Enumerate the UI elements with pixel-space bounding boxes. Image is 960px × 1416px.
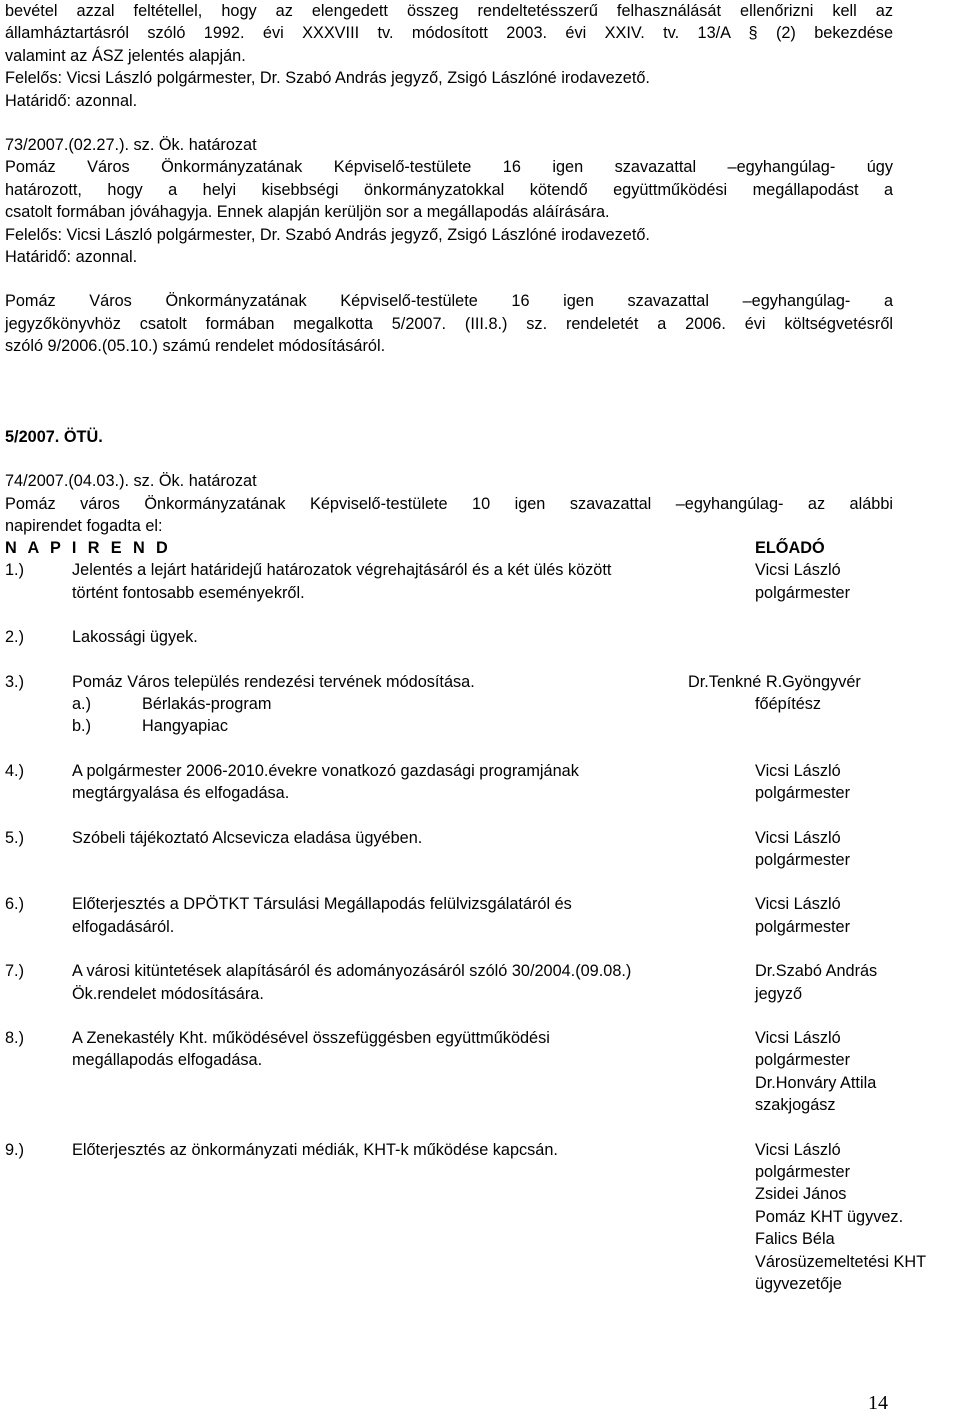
agenda-item-9 [5, 1139, 927, 1294]
agenda-item-5 [5, 827, 893, 872]
agenda-item-2 [5, 626, 893, 648]
agenda-item-text: A városi kitüntetések alapításáról és adományozásáról szóló 30/2004.(09.08.) [72, 962, 632, 981]
agenda-item-presenter [755, 893, 850, 938]
presenter-title: szakjogász [755, 1096, 836, 1115]
resolution-73-id: 73/2007.(02.27.). sz. Ök. határozat [5, 136, 257, 155]
agenda-label: N A P I R E N D [5, 539, 172, 558]
subitem-text: Bérlakás-program [142, 694, 272, 713]
agenda-header [5, 537, 893, 559]
resolution-74-line-2: napirendet fogadta el: [5, 516, 163, 535]
agenda-item-number: 4.) [5, 761, 25, 780]
agenda-subitem [72, 715, 893, 737]
agenda-item-text: Szóbeli tájékoztató Alcsevicza eladása ügyében. [72, 828, 423, 847]
subitem-number: a.) [72, 694, 92, 713]
intro-line-2: államháztartásról szóló 1992. évi XXXVIII tv. módosított 2003. évi XXIV. tv. 13/A § (2) bekezdése [5, 24, 893, 43]
agenda-item-6 [5, 893, 893, 938]
presenter-title: polgármester [755, 917, 851, 936]
presenter-name: Dr.Tenkné R.Gyöngyvér [688, 672, 861, 691]
subitem-text: Hangyapiac [142, 717, 228, 736]
agenda-item-presenter [688, 671, 861, 716]
presenter-title: polgármester [755, 1163, 851, 1182]
agenda-item-text: Ök.rendelet módosítására. [72, 984, 264, 1003]
agenda-item-presenter [755, 960, 877, 1005]
agenda-item-presenter [755, 760, 850, 805]
agenda-item-7 [5, 960, 893, 1005]
agenda-item-presenter [755, 827, 850, 872]
presenter-name: Vicsi László [755, 1140, 841, 1159]
page-number: 14 [868, 1392, 888, 1414]
presenter-name: Dr.Honváry Attila [755, 1073, 877, 1092]
resolution-73-hatarido: Határidő: azonnal. [5, 248, 138, 267]
agenda-item-text: történt fontosabb eseményekről. [72, 583, 305, 602]
agenda-item-number: 5.) [5, 828, 25, 847]
agenda-item-number: 9.) [5, 1140, 25, 1159]
presenter-title: polgármester [755, 583, 851, 602]
presenter-name: Vicsi László [755, 561, 841, 580]
presenter-header: ELŐADÓ [755, 539, 825, 558]
decree-line-3: szóló 9/2006.(05.10.) számú rendelet módosításáról. [5, 337, 386, 356]
decree-line-2: jegyzőkönyvhöz csatolt formában megalkotta 5/2007. (III.8.) sz. rendeletét a 2006. évi költségvetésről [5, 314, 893, 333]
agenda-item-presenter [755, 1027, 876, 1117]
agenda-item-text: Lakossági ügyek. [72, 628, 198, 647]
agenda-item-text: megtárgyalása és elfogadása. [72, 784, 290, 803]
presenter-title: ügyvezetője [755, 1275, 842, 1294]
presenter-name: Vicsi László [755, 1029, 841, 1047]
resolution-74-line-1: Pomáz város Önkormányzatának Képviselő-testülete 10 igen szavazattal –egyhangúlag- az alábbi [5, 494, 893, 513]
resolution-74-id: 74/2007.(04.03.). sz. Ök. határozat [5, 472, 257, 491]
agenda-item-presenter [755, 1139, 926, 1296]
agenda-item-4 [5, 760, 893, 805]
presenter-name: Zsidei János [755, 1185, 847, 1204]
agenda-item-number: 7.) [5, 962, 25, 981]
presenter-name: Dr.Szabó András [755, 962, 878, 981]
resolution-73-felelos: Felelős: Vicsi László polgármester, Dr. Szabó András jegyző, Zsigó Lászlóné irodavezető. [5, 225, 650, 244]
agenda-item-number: 1.) [5, 561, 25, 580]
presenter-title: polgármester [755, 1051, 851, 1070]
presenter-title: polgármester [755, 850, 851, 869]
resolution-73-line-3: csatolt formában jóváhagyja. Ennek alapján kerüljön sor a megállapodás aláírására. [5, 203, 610, 222]
presenter-name: Vicsi László [755, 828, 841, 847]
agenda-item-text: A polgármester 2006-2010.évekre vonatkozó gazdasági programjának [72, 761, 579, 780]
otu-heading: 5/2007. ÖTÜ. [5, 427, 103, 446]
agenda-item-number: 2.) [5, 628, 25, 647]
agenda-item-text: A Zenekastély Kht. működésével összefüggésben együttműködési [72, 1029, 550, 1047]
presenter-title: polgármester [755, 784, 851, 803]
agenda-item-presenter [755, 559, 850, 604]
presenter-name: Vicsi László [755, 761, 841, 780]
intro-line-3: valamint az ÁSZ jelentés alapján. [5, 46, 246, 65]
resolution-73-line-1: Pomáz Város Önkormányzatának Képviselő-testülete 16 igen szavazattal –egyhangúlag- úgy [5, 158, 893, 177]
agenda-item-3 [5, 671, 893, 738]
agenda-item-8 [5, 1027, 893, 1117]
agenda-item-number: 3.) [5, 672, 25, 691]
presenter-title: jegyző [755, 984, 803, 1003]
agenda-item-number: 6.) [5, 895, 25, 914]
presenter-name: Vicsi László [755, 895, 841, 914]
presenter-name: Falics Béla [755, 1230, 835, 1249]
decree-line-1: Pomáz Város Önkormányzatának Képviselő-testülete 16 igen szavazattal –egyhangúlag- a [5, 292, 893, 311]
agenda-item-text: Előterjesztés a DPÖTKT Társulási Megállapodás felülvizsgálatáról és [72, 895, 572, 914]
agenda-item-number: 8.) [5, 1029, 25, 1047]
resolution-73-line-2: határozott, hogy a helyi kisebbségi önkormányzatokkal kötendő együttműködési megállapodást a [5, 180, 893, 199]
presenter-title: főépítész [755, 694, 822, 713]
agenda-item-text: Jelentés a lejárt határidejű határozatok végrehajtásáról és a két ülés között [72, 561, 612, 580]
intro-hatarido: Határidő: azonnal. [5, 91, 138, 110]
subitem-number: b.) [72, 717, 92, 736]
presenter-title: Városüzemeltetési KHT [755, 1252, 927, 1271]
document-body [5, 0, 927, 1294]
presenter-title: Pomáz KHT ügyvez. [755, 1207, 904, 1226]
agenda-item-text: Pomáz Város település rendezési tervének módosítása. [72, 672, 475, 691]
intro-line-1: bevétel azzal feltétellel, hogy az elengedett összeg rendeltetésszerű felhasználását ellenőrizni kell az [5, 2, 893, 20]
agenda-item-1 [5, 559, 893, 604]
agenda-item-text: megállapodás elfogadása. [72, 1051, 263, 1070]
agenda-item-text: Előterjesztés az önkormányzati médiák, KHT-k működése kapcsán. [72, 1140, 558, 1159]
intro-felelos: Felelős: Vicsi László polgármester, Dr. Szabó András jegyző, Zsigó Lászlóné irodavezető. [5, 69, 650, 88]
agenda-item-text: elfogadásáról. [72, 917, 175, 936]
